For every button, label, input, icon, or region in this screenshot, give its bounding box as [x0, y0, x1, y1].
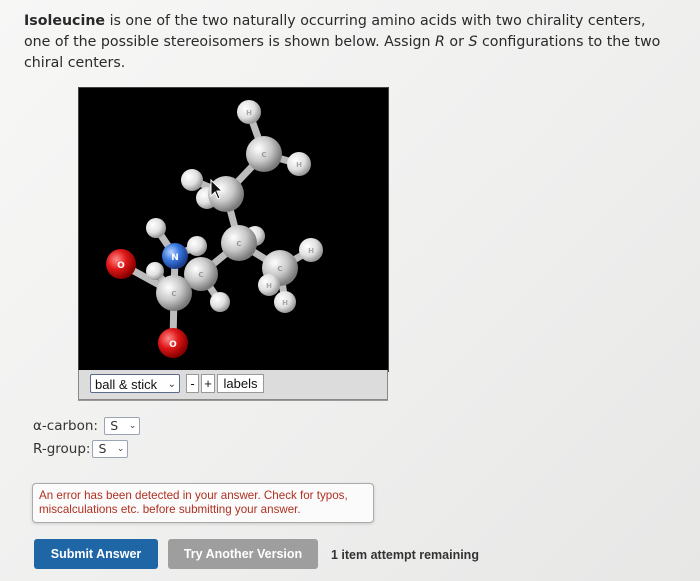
- svg-text:C: C: [236, 240, 242, 248]
- svg-text:C: C: [261, 151, 267, 159]
- svg-text:O: O: [169, 340, 177, 350]
- chevron-down-icon: ⌄: [167, 379, 176, 390]
- submit-answer-button[interactable]: Submit Answer: [34, 539, 158, 569]
- svg-text:N: N: [171, 253, 179, 263]
- alpha-carbon-label: α-carbon:: [33, 418, 98, 434]
- r-group-label: R-group:: [33, 441, 91, 457]
- svg-text:H: H: [246, 109, 252, 117]
- zoom-in-button[interactable]: +: [201, 374, 215, 393]
- try-another-version-button[interactable]: Try Another Version: [168, 539, 318, 569]
- error-message: An error has been detected in your answer. Check for typos, miscalculations etc. before submitting your answer.: [32, 483, 374, 523]
- attempts-remaining: 1 item attempt remaining: [331, 548, 479, 562]
- render-mode-select[interactable]: ball & stick ⌄: [90, 374, 180, 393]
- svg-text:H: H: [296, 161, 302, 169]
- alpha-carbon-row: [33, 417, 140, 435]
- svg-text:C: C: [277, 265, 283, 273]
- atoms: [106, 100, 323, 358]
- alpha-carbon-select[interactable]: S ⌄: [104, 417, 140, 435]
- r-group-select[interactable]: S ⌄: [92, 440, 128, 458]
- molecule-3d-model[interactable]: [79, 88, 388, 371]
- chevron-down-icon: ⌄: [128, 421, 137, 431]
- chevron-down-icon: ⌄: [116, 444, 125, 454]
- amino-acid-name: Isoleucine: [24, 13, 106, 29]
- svg-text:C: C: [198, 271, 204, 279]
- svg-text:C: C: [171, 290, 177, 298]
- question-text: Isoleucine is one of the two naturally occurring amino acids with two chirality centers, one of the possible stereoisomers is shown below. Assign R or S configurations to the two chiral centers.: [24, 13, 661, 71]
- svg-text:O: O: [117, 261, 125, 271]
- labels-button[interactable]: labels: [217, 374, 264, 393]
- viewer-controls: [78, 370, 388, 400]
- zoom-out-button[interactable]: -: [186, 374, 199, 393]
- svg-text:H: H: [308, 247, 314, 255]
- svg-text:H: H: [266, 282, 272, 290]
- svg-text:H: H: [282, 299, 288, 307]
- r-group-row: [33, 440, 128, 458]
- molecule-viewer[interactable]: [78, 87, 389, 372]
